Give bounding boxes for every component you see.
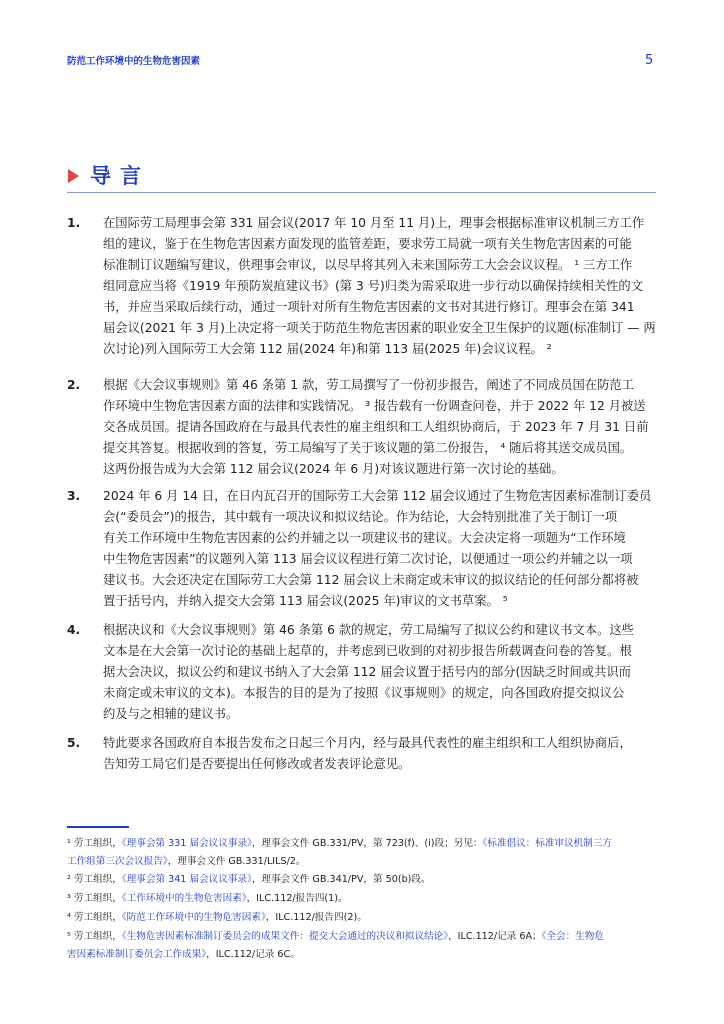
page-number: 5 <box>645 53 654 68</box>
paragraph-line: 有关工作环境中生物危害因素的公约并辅之以一项建议书的建议。大会决定将一项题为“工作环境 <box>103 531 626 545</box>
paragraph-number: 4. <box>67 623 81 637</box>
footnote-line <box>67 928 656 946</box>
footnote-citation-link[interactable]: 害因素标准制订委员会工作成果》 <box>67 949 207 960</box>
footnote-text: ，理事会文件 GB.341/PV，第 50(b)段。 <box>251 874 431 885</box>
triangle-bullet-icon <box>68 169 79 183</box>
paragraph-text <box>103 620 656 725</box>
paragraph-line: 2024 年 6 月 14 日，在日内瓦召开的国际劳工大会第 112 届会议通过了生物危害因素标准制订委员 <box>103 489 652 503</box>
footnote-line <box>67 835 656 853</box>
footnote-line <box>67 890 656 908</box>
paragraph-number: 1. <box>67 216 81 230</box>
paragraph-line: 中生物危害因素”的议题列入第 113 届会议议程进行第二次讨论，以便通过一项公约并辅之以一项 <box>103 552 633 566</box>
footnote-text: ¹ 劳工组织， <box>67 838 122 849</box>
footnote-citation-link[interactable]: 《理事会第 341 届会议议事录》 <box>121 874 252 885</box>
paragraph-line: 这两份报告成为大会第 112 届会议(2024 年 6 月)对该议题进行第一次讨论的基础。 <box>103 462 564 476</box>
footnote-text: ，理事会文件 GB.331/PV，第 723(f)、(i)段；另见： <box>251 838 483 849</box>
footnote-line <box>67 853 656 871</box>
footnote-divider <box>67 826 129 828</box>
footnote-text: ⁴ 劳工组织， <box>67 912 122 923</box>
footnote-citation-link[interactable]: 工作组第三次会议报告》 <box>67 856 168 867</box>
running-head-title: 防范工作环境中的生物危害因素 <box>67 56 201 67</box>
footnote-citation-link[interactable]: 《理事会第 331 届会议议事录》 <box>121 838 252 849</box>
paragraph-text <box>103 375 656 480</box>
paragraph-text <box>103 733 656 775</box>
footnote-line <box>67 946 656 964</box>
paragraph-line: 会(“委员会”)的报告，其中载有一项决议和拟议结论。作为结论，大会特别批准了关于制订一项 <box>103 510 618 524</box>
paragraph-line: 提交其答复。根据收到的答复，劳工局编写了关于该议题的第二份报告， ⁴ 随后将其送交成员国。 <box>103 441 633 455</box>
paragraph-line: 在国际劳工局理事会第 331 届会议(2017 年 10 月至 11 月)上，理事会根据标准审议机制三方工作 <box>103 216 645 230</box>
footnote-line <box>67 909 656 927</box>
paragraph-line: 书，并应当采取后续行动，通过一项针对所有生物危害因素的文书对其进行修订。理事会在第 341 <box>103 300 635 314</box>
paragraph-line: 建议书。大会还决定在国际劳工大会第 112 届会议上未商定或未审议的拟议结论的任何部分都将被 <box>103 573 639 587</box>
footnote-text: ³ 劳工组织， <box>67 893 122 904</box>
paragraph-text <box>103 486 656 612</box>
paragraph-line: 根据决议和《大会议事规则》第 46 条第 6 款的规定，劳工局编写了拟议公约和建议书文本。这些 <box>103 623 634 637</box>
footnote <box>67 928 656 964</box>
section-title: 导言 <box>90 164 150 188</box>
footnote-text: ，ILC.112/报告四(2)。 <box>265 912 367 923</box>
footnote <box>67 871 656 889</box>
paragraph-line: 组同意应当将《1919 年预防炭疽建议书》(第 3 号)归类为需采取进一步行动以确保持续相关性的文 <box>103 279 644 293</box>
footnote-citation-link[interactable]: 《标准倡议：标准审议机制三方 <box>482 838 613 849</box>
paragraph-line: 标准制订议题编写建议，供理事会审议，以尽早将其列入未来国际劳工大会会议议程。 ¹ 三方工作 <box>103 258 633 272</box>
footnote <box>67 890 656 908</box>
paragraph-line: 特此要求各国政府自本报告发布之日起三个月内，经与最具代表性的雇主组织和工人组织协商后， <box>103 736 632 750</box>
paragraph-line: 文本是在大会第一次讨论的基础上起草的，并考虑到已收到的对初步报告所载调查问卷的答复。根 <box>103 644 632 658</box>
footnote-text: ，理事会文件 GB.331/LILS/2。 <box>167 856 306 867</box>
paragraph-line: 交各成员国。提请各国政府在与最具代表性的雇主组织和工人组织协商后，于 2023 年 7 月 31 日前 <box>103 420 649 434</box>
paragraph-line: 约及与之相辅的建议书。 <box>103 707 239 721</box>
paragraph-line: 根据《大会议事规则》第 46 条第 1 款，劳工局撰写了一份初步报告，阐述了不同成员国在防范工 <box>103 378 634 392</box>
paragraph-line: 未商定或未审议的文本)。本报告的目的是为了按照《议事规则》的规定，向各国政府提交拟议公 <box>103 686 625 700</box>
paragraph-number: 5. <box>67 736 81 750</box>
footnote-text: ，ILC.112/记录 6C。 <box>206 949 300 960</box>
footnote-text: ⁵ 劳工组织， <box>67 931 122 942</box>
footnote-line <box>67 871 656 889</box>
paragraph-line: 届会议(2021 年 3 月)上决定将一项关于防范生物危害因素的职业安全卫生保护的议题(标准制订 — 两 <box>103 321 656 335</box>
footnote-citation-link[interactable]: 《防范工作环境中的生物危害因素》 <box>121 912 266 923</box>
footnote-text: ，ILC.112/报告四(1)。 <box>246 893 348 904</box>
section-heading <box>67 160 656 193</box>
paragraph-text <box>103 213 656 360</box>
footnote-citation-link[interactable]: 《工作环境中的生物危害因素》 <box>121 893 247 904</box>
footnote-citation-link[interactable]: 《生物危害因素标准制订委员会的成果文件：提交大会通过的决议和拟议结论》 <box>121 931 449 942</box>
paragraph-line: 次讨论)列入国际劳工大会第 112 届(2024 年)和第 113 届(2025 年)会议议程。 ² <box>103 342 552 356</box>
footnote-citation-link[interactable]: 《全会：生物危 <box>541 931 604 942</box>
paragraph-line: 据大会决议，拟议公约和建议书纳入了大会第 112 届会议置于括号内的部分(因缺乏时间或共识而 <box>103 665 631 679</box>
paragraph-number: 2. <box>67 378 81 392</box>
footnote <box>67 909 656 927</box>
footnote-text: ，ILC.112/记录 6A； <box>448 931 542 942</box>
paragraph-number: 3. <box>67 489 81 503</box>
paragraph-line: 组的建议，鉴于在生物危害因素方面发现的监管差距，要求劳工局就一项有关生物危害因素的可能 <box>103 237 632 251</box>
footnote <box>67 835 656 871</box>
footnote-text: ² 劳工组织， <box>67 874 122 885</box>
paragraph-line: 置于括号内，并纳入提交大会第 113 届会议(2025 年)审议的文书草案。 ⁵ <box>103 594 508 608</box>
paragraph-line: 作环境中生物危害因素方面的法律和实践情况。 ³ 报告载有一份调查问卷，并于 2022 年 12 月被送 <box>103 399 646 413</box>
paragraph-line: 告知劳工局它们是否要提出任何修改或者发表评论意见。 <box>103 757 411 771</box>
